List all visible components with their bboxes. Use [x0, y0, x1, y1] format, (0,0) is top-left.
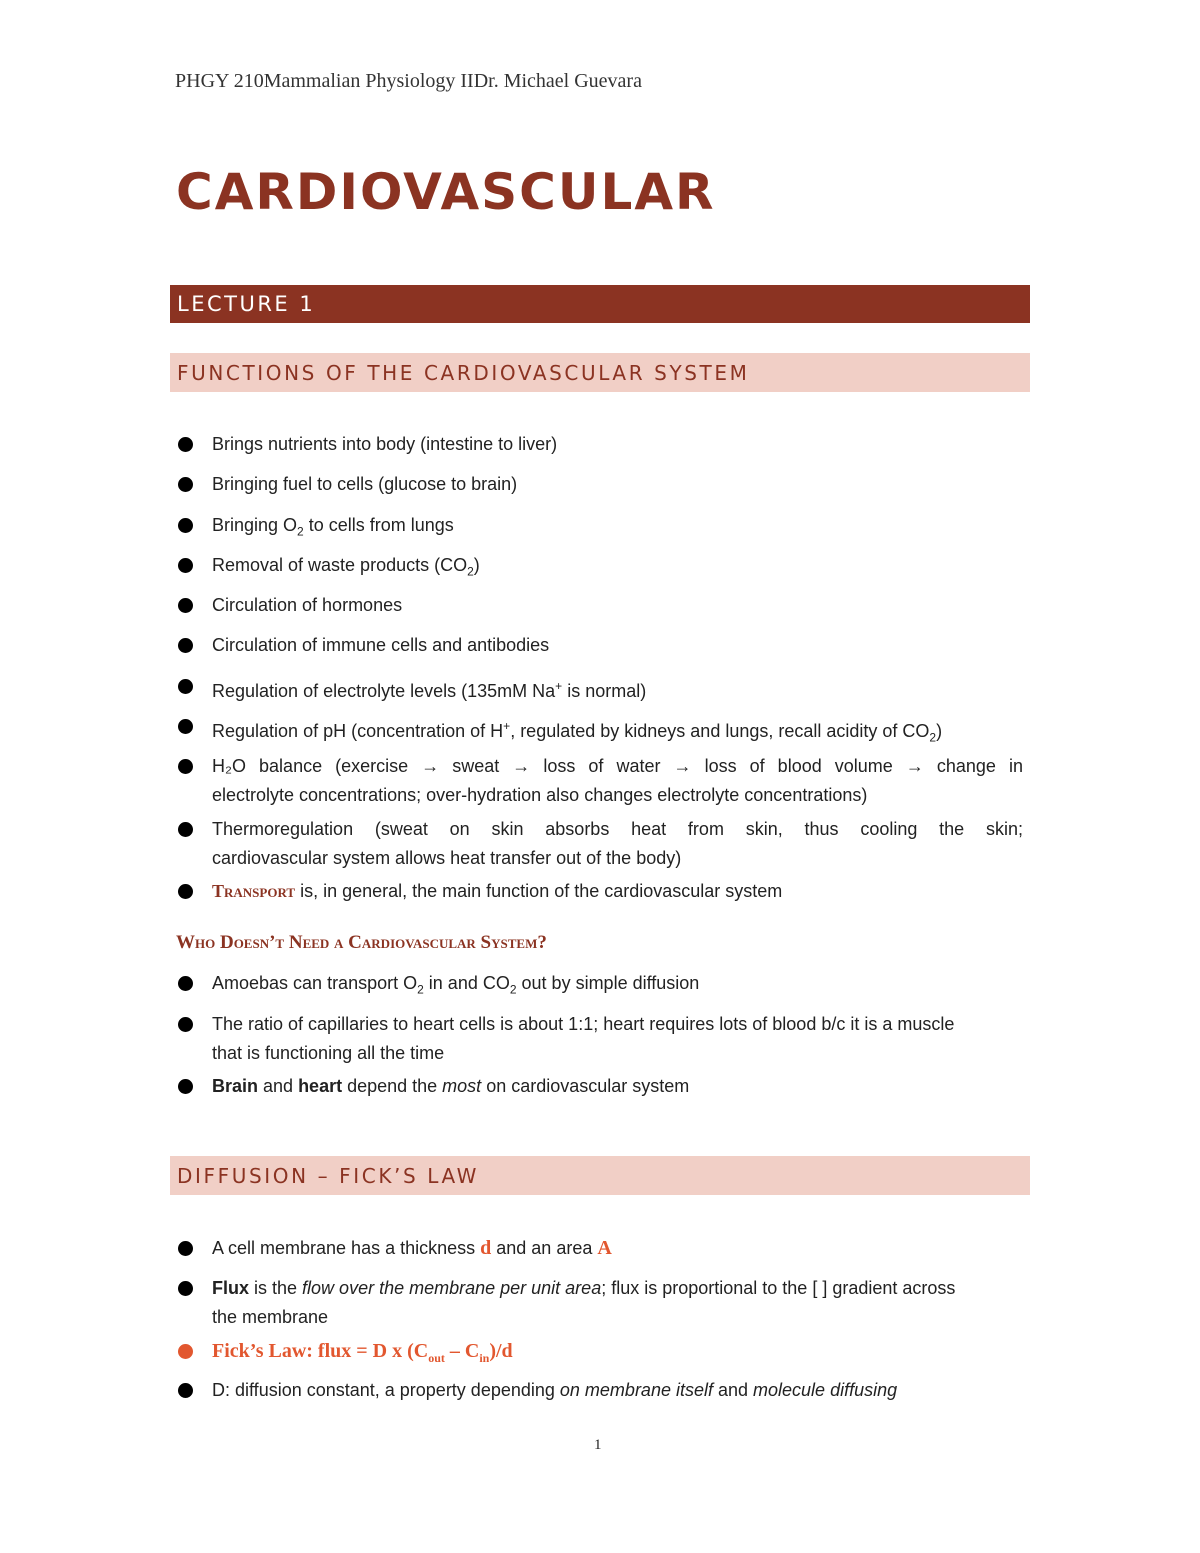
course-code: PHGY 210 [175, 70, 264, 92]
bullet-icon [178, 1079, 193, 1094]
ficks-law-formula: Fick’s Law: flux = D x $(C_{out} - C_{in})/d$ [212, 1340, 513, 1365]
bullet-icon [178, 759, 193, 774]
list-item [178, 1337, 1023, 1373]
bullet-icon [178, 477, 193, 492]
subsection-heading: Who Doesn’t Need a Cardiovascular System? [176, 932, 547, 953]
bullet-icon [178, 437, 193, 452]
list-item: H₂O balance (exercise → sweat → loss of water → loss of blood volume → change in electrolyte concentrations; over-hydration also changes electrolyte concentrations) [178, 752, 1023, 810]
list-item: Brain and heart depend the most on cardiovascular system [178, 1072, 1023, 1101]
list-item: Regulation of pH (concentration of H+, regulated by kidneys and lungs, recall acidity of $CO_2$) [178, 712, 1023, 753]
bullet-icon [178, 558, 193, 573]
bullet-icon [178, 1017, 193, 1032]
bullet-icon [178, 822, 193, 837]
list-item: Thermoregulation (sweat on skin absorbs heat from skin, thus cooling the skin; cardiovascular system allows heat transfer out of the body) [178, 815, 1023, 873]
list-item: Regulation of electrolyte levels (135mM Na+ is normal) [178, 672, 1023, 706]
list-item: Brings nutrients into body (intestine to liver) [178, 430, 1023, 459]
list-item: The ratio of capillaries to heart cells is about 1:1; heart requires lots of blood b/c it is a muscle that is functioning all the time [178, 1010, 1023, 1068]
running-header [175, 70, 642, 93]
list-item: Removal of waste products $(CO_2)$ [178, 551, 1023, 587]
instructor-name: Dr. Michael Guevara [473, 70, 642, 92]
course-name: Mammalian Physiology II [263, 70, 474, 92]
bullet-icon [178, 976, 193, 991]
page-number: 1 [594, 1437, 602, 1453]
bullet-icon [178, 518, 193, 533]
section-heading-diffusion: DIFFUSION – FICK’S LAW [170, 1156, 1030, 1195]
bullet-icon [178, 1383, 193, 1398]
list-item: Transport is, in general, the main function of the cardiovascular system [178, 877, 1023, 906]
section-heading-functions: FUNCTIONS OF THE CARDIOVASCULAR SYSTEM [170, 353, 1030, 392]
list-item: Circulation of hormones [178, 591, 1023, 620]
list-item: Bringing fuel to cells (glucose to brain) [178, 470, 1023, 499]
bullet-icon [178, 598, 193, 613]
document-title: CARDIOVASCULAR [176, 163, 716, 221]
list-item: Flux is the flow over the membrane per unit area; flux is proportional to the [ ] gradient across the membrane [178, 1274, 1023, 1332]
bullet-icon [178, 679, 193, 694]
bullet-icon [178, 638, 193, 653]
bullet-icon [178, 1344, 193, 1359]
list-item: Bringing $O_2$ to cells from lungs [178, 511, 1023, 547]
bullet-icon [178, 1241, 193, 1256]
list-item: Amoebas can transport $O_2$ in and $CO_2$ out by simple diffusion [178, 969, 1023, 1005]
lecture-band: LECTURE 1 [170, 285, 1030, 323]
list-item: Circulation of immune cells and antibodies [178, 631, 1023, 660]
bullet-icon [178, 1281, 193, 1296]
bullet-icon [178, 719, 193, 734]
bullet-icon [178, 884, 193, 899]
list-item: A cell membrane has a thickness d and an area A [178, 1234, 1023, 1263]
keyword-transport: Transport [212, 881, 296, 901]
list-item: D: diffusion constant, a property depending on membrane itself and molecule diffusing [178, 1376, 1023, 1405]
